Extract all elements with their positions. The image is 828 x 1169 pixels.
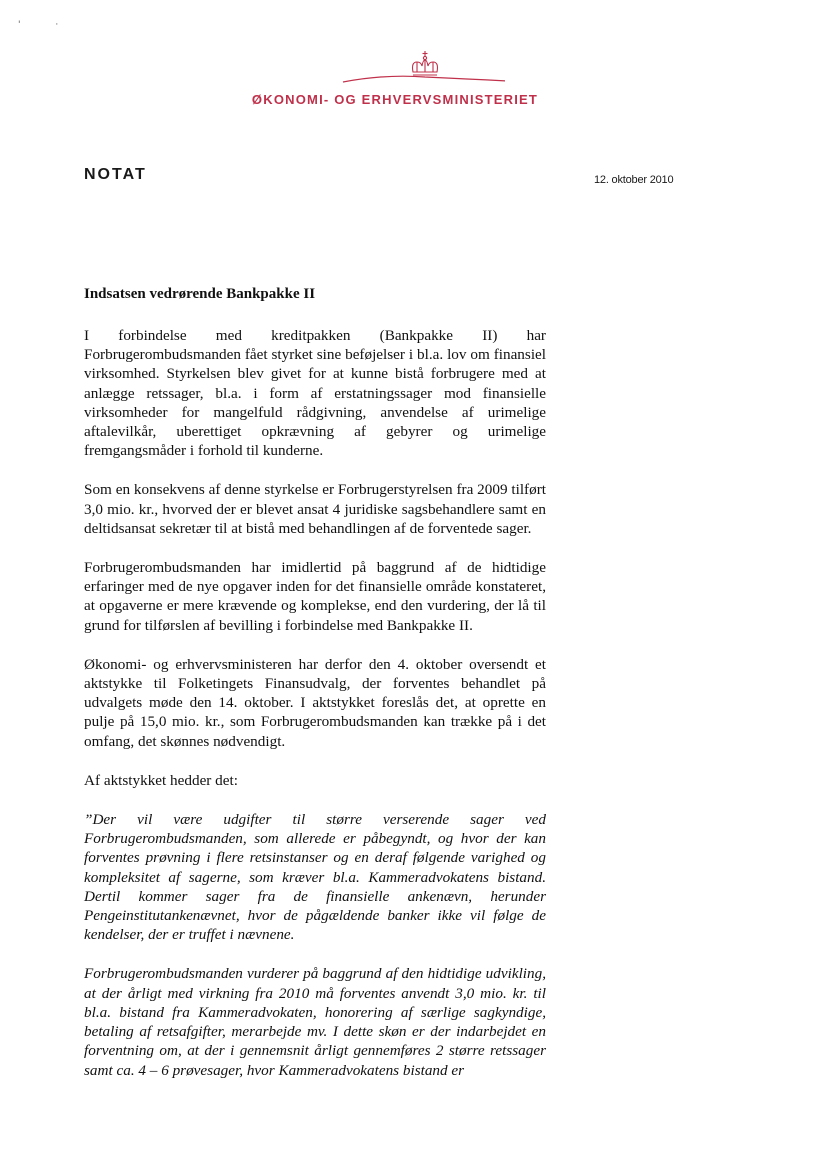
crown-icon	[285, 50, 505, 90]
paragraph-4: Økonomi- og erhvervsministeren har derfor den 4. oktober oversendt et aktstykke til Folketingets Finansudvalg, der forventes behandlet på udvalgets møde den 14. oktober. I aktstykket foreslås det, at oprette en pulje på 15,0 mio. kr., som Forbrugerombudsmanden kan trække på i det omfang, det skønnes nødvendigt.	[84, 655, 546, 750]
document-heading: Indsatsen vedrørende Bankpakke II	[84, 286, 316, 302]
letterhead	[250, 50, 540, 107]
scan-marks: ' ·	[18, 20, 75, 30]
document-date: 12. oktober 2010	[594, 174, 674, 186]
quote-paragraph-1: ”Der vil være udgifter til større verserende sager ved Forbrugerombudsmanden, som allerede er påbegyndt, og hvor der kan forventes prøvning i flere retsinstanser og en deraf følgende varighed og kompleksitet af sagerne, som kræver bl.a. Kammeradvokatens bistand. Dertil kommer sager fra de finansielle ankenævn, herunder Pengeinstitutankenævnet, hvor de pågældende banker ikke vil følge de kendelser, der er truffet i nævnene.	[84, 811, 546, 944]
document-body	[84, 285, 546, 1100]
quote-paragraph-2: Forbrugerombudsmanden vurderer på baggrund af den hidtidige udvikling, at der årligt med virkning fra 2010 må forventes anvendt 3,0 mio. kr. til bl.a. bistand fra Kammeradvokaten, honorering af særlige sagkyndige, betaling af retsafgifter, merarbejde mv. I dette skøn er der indarbejdet en forventning om, at der i gennemsnit årligt gennemføres 2 større retssager samt ca. 4 – 6 prøvesager, hvor Kammeradvokatens bistand er	[84, 965, 546, 1079]
ministry-name: ØKONOMI- OG ERHVERVSMINISTERIET	[251, 92, 539, 107]
quote-intro: Af aktstykket hedder det:	[84, 771, 238, 789]
paragraph-2: Som en konsekvens af denne styrkelse er Forbrugerstyrelsen fra 2009 tilført 3,0 mio. kr., hvorved der er blevet ansat 4 juridiske sagsbehandlere samt en deltidsansat sekretær til at bistå med behandlingen af de forventede sager.	[84, 481, 546, 537]
paragraph-3: Forbrugerombudsmanden har imidlertid på baggrund af de hidtidige erfaringer med de nye opgaver inden for det finansielle område konstateret, at opgaverne er mere krævende og komplekse, end den vurdering, der lå til grund for tilførslen af bevilling i forbindelse med Bankpakke II.	[84, 559, 546, 634]
document-type-label: NOTAT	[84, 166, 147, 183]
paragraph-1: I forbindelse med kreditpakken (Bankpakke II) har Forbrugerombudsmanden fået styrket sine beføjelser i bl.a. lov om finansiel virksomhed. Styrkelsen blev givet for at kunne bistå forbrugere med at anlægge retssager, bl.a. i form af erstatningssager mod finansielle virksomheder for mangelfuld rådgivning, anvendelse af urimelige aftalevilkår, uberettiget opkrævning af gebyrer og urimelige fremgangsmåder i forhold til kunderne.	[84, 327, 546, 460]
